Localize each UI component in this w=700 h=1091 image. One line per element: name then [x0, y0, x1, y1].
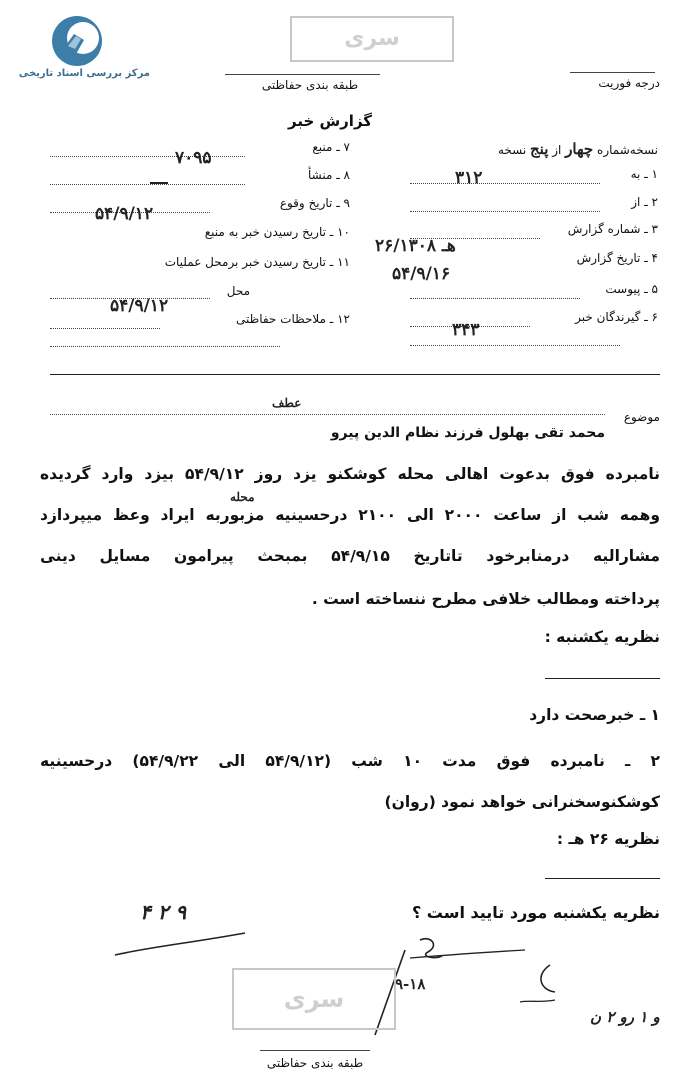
- urgency-label: درجه فوریت: [598, 76, 660, 90]
- field-extra-line: [410, 345, 620, 346]
- confirm-text: نظریه یکشنبه مورد تایید است ؟: [411, 903, 660, 922]
- field-source-line: [50, 156, 245, 157]
- archive-logo-icon: [50, 14, 104, 68]
- field-report-date-value: ۵۴/۹/۱۶: [392, 264, 451, 284]
- para1-line4: پرداخته ومطالب خلافی مطرح ننساخته است .: [311, 590, 660, 608]
- field-report-date: ۴ ـ تاریخ گزارش: [576, 251, 658, 265]
- field-security-notes: ۱۲ ـ ملاحظات حفاظتی: [236, 312, 350, 326]
- field-arrival-operations: ۱۱ ـ تاریخ رسیدن خبر برمحل عملیات: [164, 255, 350, 269]
- copy-number-label: نسخه‌شماره: [597, 143, 658, 157]
- field-arrival-source: ۱۰ ـ تاریخ رسیدن خبر به منبع: [204, 225, 350, 239]
- copy-total-value: پنج: [530, 140, 549, 158]
- mahalle-note: محله: [230, 490, 255, 504]
- subject-label: موضوع: [623, 410, 660, 424]
- field-blank-line: [50, 346, 280, 347]
- field-origin-line: [50, 184, 245, 185]
- item-1: ۱ ـ خبرصحت دارد: [529, 706, 660, 724]
- field-origin-dash: [150, 182, 168, 184]
- bottom-stamp: [232, 968, 396, 1030]
- item-2-line2: کوشکنوسخنرانی خواهد نمود (روان): [384, 793, 660, 811]
- copy-number-row: [400, 140, 658, 158]
- subject-text: محمد تقی بهلول فرزند نظام الدین پیرو: [330, 425, 605, 441]
- field-to: ۱ ـ به: [630, 167, 658, 181]
- field-occurrence-value: ۵۴/۹/۱۲: [95, 204, 154, 224]
- section-divider-1: [545, 678, 660, 679]
- para1-line2: وهمه شب از ساعت ۲۰۰۰ الی ۲۱۰۰ درحسینیه مزبوربه ایراد وعظ میپردازد: [40, 506, 660, 524]
- field-recipients-value: ۳۴۳: [452, 320, 480, 340]
- field-report-number: ۳ ـ شماره گزارش: [567, 222, 658, 236]
- field-security-line: [50, 328, 160, 329]
- para1-line1: نامبرده فوق بدعوت اهالی محله کوشکنو یزد روز ۵۴/۹/۱۲ بیزد وارد گردیده: [40, 465, 660, 483]
- archive-logo: [50, 14, 104, 68]
- bottom-left-note: ۴ ۲ ۹: [140, 900, 187, 924]
- classification-label: طبقه بندی حفاظتی: [261, 78, 359, 92]
- bottom-left-scribble-icon: [110, 925, 250, 965]
- bottom-signature-text: و ۱ رو ۲ ن: [590, 1008, 660, 1026]
- para1-line3: مشارالیه درمنابرخود تاتاریخ ۵۴/۹/۱۵ بمبحث پیرامون مسایل دینی: [40, 547, 660, 565]
- opinion1-label: نظریه یکشنبه :: [544, 628, 660, 646]
- bottom-stamp-text: سری: [283, 985, 345, 1013]
- field-location-label: محل: [226, 284, 250, 298]
- field-attachment: ۵ ـ پیوست: [605, 282, 658, 296]
- bottom-date-note: ۹-۱۸: [395, 975, 426, 993]
- copy-word-label: نسخه: [497, 143, 527, 157]
- field-report-number-value: ۲۶/۱۳۰۸ هـ: [375, 236, 456, 256]
- field-origin: ۸ ـ منشأ: [307, 168, 350, 182]
- footer-classification: طبقه بندی حفاظتی: [266, 1056, 364, 1070]
- header-divider: [50, 374, 660, 375]
- item-2-line1: ۲ ـ نامبرده فوق مدت ۱۰ شب (۵۴/۹/۱۲ الی ۵۴/۹/۲۲) درحسینیه: [40, 752, 661, 770]
- opinion2-label: نظریه ۲۶ هـ :: [556, 830, 660, 848]
- field-recipients: ۶ ـ گیرندگان خبر: [575, 310, 658, 324]
- field-attachment-line: [410, 298, 580, 299]
- field-to-value: ۳۱۲: [455, 168, 483, 188]
- field-source: ۷ ـ منبع: [312, 140, 350, 154]
- field-from-line: [410, 211, 600, 212]
- urgency-line: [570, 72, 655, 73]
- footer-line: [260, 1050, 370, 1051]
- top-stamp-text: سری: [344, 26, 400, 51]
- atf-note: عطف: [272, 396, 302, 410]
- subject-line: [50, 414, 605, 415]
- field-arrival-value: ۵۴/۹/۱۲: [110, 296, 169, 316]
- field-occurrence-date: ۹ ـ تاریخ وقوع: [279, 196, 350, 210]
- form-title: گزارش خبر: [287, 112, 373, 130]
- logo-caption: مرکز بررسی اسناد تاریخی: [18, 68, 150, 79]
- copy-of-label: از: [552, 143, 562, 157]
- field-from: ۲ ـ از: [631, 195, 658, 209]
- top-stamp: [290, 16, 454, 62]
- field-to-line: [410, 183, 600, 184]
- copy-number-value: چهار: [565, 140, 594, 158]
- section-divider-2: [545, 878, 660, 879]
- classification-line: [225, 74, 380, 75]
- field-source-value: ۷۰۹۵: [175, 148, 212, 168]
